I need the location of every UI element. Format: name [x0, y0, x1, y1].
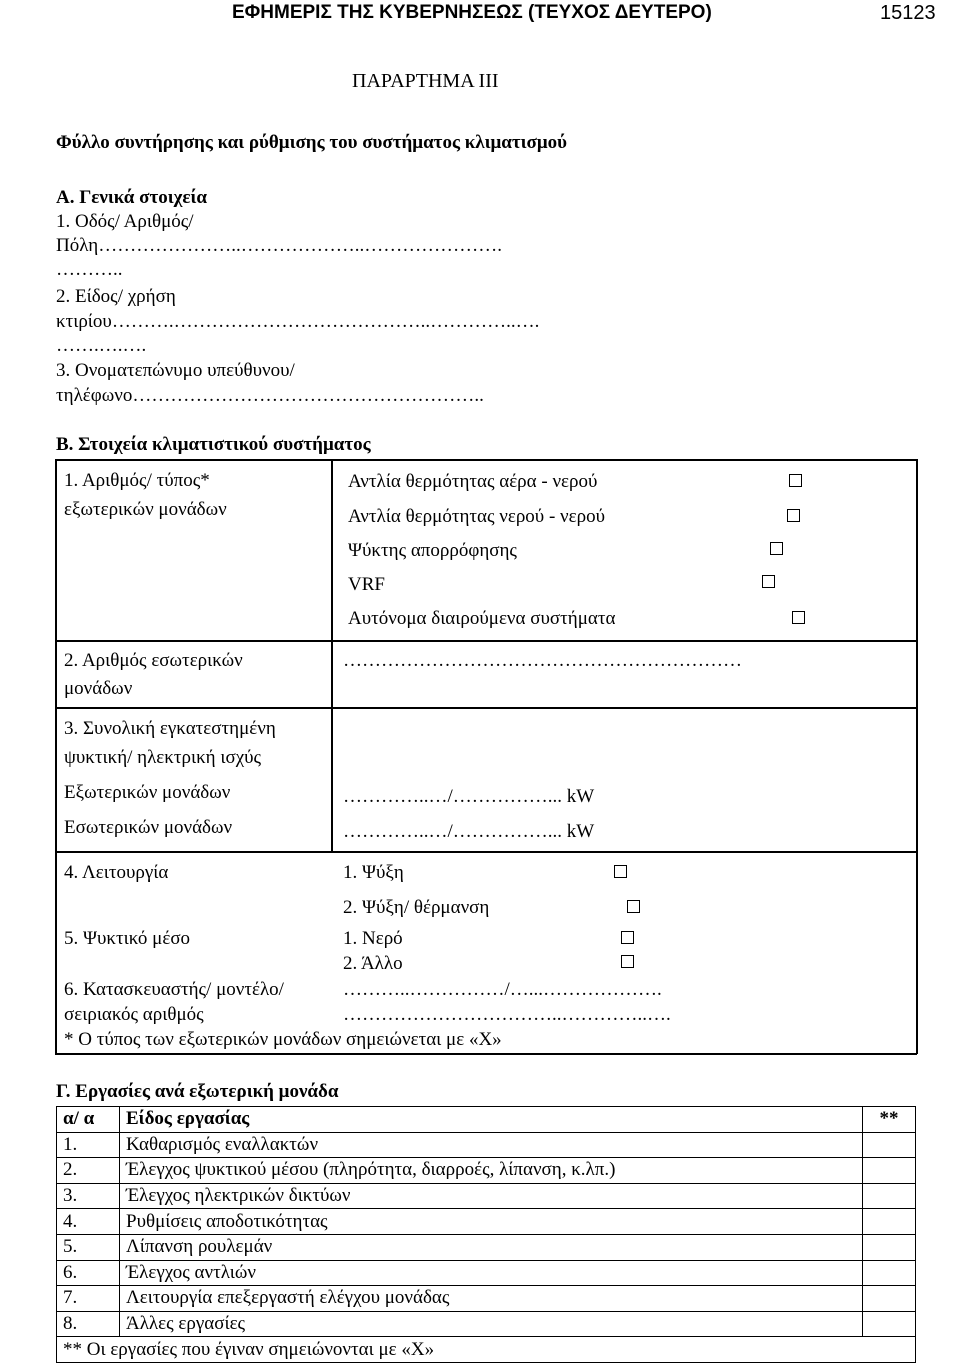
row-mark-cell[interactable] [863, 1234, 916, 1260]
refrigerant-other-checkbox[interactable] [621, 955, 634, 968]
row-number: 4. [57, 1209, 120, 1235]
row-number: 7. [57, 1286, 120, 1312]
refrigerant-label: 5. Ψυκτικό μέσο [64, 928, 191, 949]
indoor-units-label-cont: μονάδων [64, 678, 133, 699]
operation-cooling-heating: 2. Ψύξη/ θέρμανση [343, 897, 490, 918]
form-title: Φύλλο συντήρησης και ρύθμισης του συστήματος κλιματισμού [56, 132, 567, 153]
phone-field: τηλέφωνο……………………………………………….. [56, 385, 484, 406]
row-work: Έλεγχος αντλιών [120, 1260, 863, 1286]
row-mark-cell[interactable] [863, 1286, 916, 1312]
outdoor-power-label: Εξωτερικών μονάδων [64, 782, 231, 803]
indoor-power-label: Εσωτερικών μονάδων [64, 817, 233, 838]
type-absorption-chiller: Ψύκτης απορρόφησης [348, 540, 517, 561]
refrigerant-other: 2. Άλλο [343, 953, 403, 974]
annex-title: ΠΑΡΑΡΤΗΜΑ ΙΙΙ [352, 70, 499, 92]
section-c-heading: Γ. Εργασίες ανά εξωτερική μονάδα [56, 1081, 339, 1102]
outdoor-units-label: 1. Αριθμός/ τύπος* [64, 470, 210, 491]
table-row [57, 1158, 916, 1184]
indoor-units-field[interactable]: ……………………………………………………… [343, 650, 742, 671]
row-work: Άλλες εργασίες [120, 1311, 863, 1337]
row-mark-cell[interactable] [863, 1260, 916, 1286]
type-split-checkbox[interactable] [792, 611, 805, 624]
row-work: Έλεγχος ψυκτικού μέσου (πληρότητα, διαρροές, λίπανση, κ.λπ.) [120, 1158, 863, 1184]
col-work-header: Είδος εργασίας [120, 1107, 863, 1133]
table-row [57, 1234, 916, 1260]
row-work: Έλεγχος ηλεκτρικών δικτύων [120, 1183, 863, 1209]
outdoor-power-field[interactable]: …………..…/……………... kW [343, 786, 595, 807]
building-use-label: 2. Είδος/ χρήση [56, 286, 176, 307]
type-split-systems: Αυτόνομα διαιρούμενα συστήματα [348, 608, 616, 629]
installed-power-label-cont: ψυκτική/ ηλεκτρική ισχύς [64, 747, 262, 768]
works-header-row [57, 1107, 916, 1133]
city-field: Πόλη…………………..………………..…………………. [56, 235, 502, 256]
section-b-footnote: * Ο τύπος των εξωτερικών μονάδων σημειώνεται με «Χ» [64, 1029, 502, 1050]
outdoor-units-label-cont: εξωτερικών μονάδων [64, 499, 227, 520]
row-work: Λίπανση ρουλεμάν [120, 1234, 863, 1260]
manufacturer-label: 6. Κατασκευαστής/ μοντέλο/ [64, 979, 284, 1000]
row-number: 5. [57, 1234, 120, 1260]
works-footnote-row [57, 1337, 916, 1363]
type-vrf-checkbox[interactable] [762, 575, 775, 588]
indoor-power-field[interactable]: …………..…/……………... kW [343, 821, 595, 842]
col-mark-header: ** [863, 1107, 916, 1133]
section-a-heading: Α. Γενικά στοιχεία [56, 187, 208, 208]
works-table [56, 1106, 916, 1363]
row-work: Καθαρισμός εναλλακτών [120, 1132, 863, 1158]
manufacturer-field[interactable]: ………..……………/…...………………. [343, 979, 662, 1000]
street-label: 1. Οδός/ Αριθμός/ [56, 211, 194, 232]
page-number: 15123 [880, 2, 936, 24]
manufacturer-label-cont: σειριακός αριθμός [64, 1004, 204, 1025]
table-row [57, 1132, 916, 1158]
operation-label: 4. Λειτουργία [64, 862, 169, 883]
city-field-cont: ……….. [56, 259, 123, 280]
row-mark-cell[interactable] [863, 1132, 916, 1158]
responsible-label: 3. Ονοματεπώνυμο υπεύθυνου/ [56, 360, 295, 381]
type-absorption-checkbox[interactable] [770, 542, 783, 555]
operation-cooling: 1. Ψύξη [343, 862, 404, 883]
refrigerant-water: 1. Νερό [343, 928, 403, 949]
row-number: 8. [57, 1311, 120, 1337]
row-number: 6. [57, 1260, 120, 1286]
refrigerant-water-checkbox[interactable] [621, 931, 634, 944]
installed-power-label: 3. Συνολική εγκατεστημένη [64, 718, 276, 739]
type-air-water-heat-pump: Αντλία θερμότητας αέρα - νερού [348, 471, 598, 492]
operation-cooling-heating-checkbox[interactable] [627, 900, 640, 913]
table-row [57, 1260, 916, 1286]
section-c-footnote: ** Οι εργασίες που έγιναν σημειώνονται με «Χ» [57, 1337, 916, 1363]
type-water-water-checkbox[interactable] [787, 509, 800, 522]
table-row [57, 1209, 916, 1235]
row-number: 3. [57, 1183, 120, 1209]
table-row [57, 1286, 916, 1312]
row-mark-cell[interactable] [863, 1158, 916, 1184]
table-row [57, 1183, 916, 1209]
row-number: 2. [57, 1158, 120, 1184]
serial-number-field[interactable]: ……………………………..…………..…. [343, 1004, 671, 1025]
row-mark-cell[interactable] [863, 1183, 916, 1209]
row-mark-cell[interactable] [863, 1311, 916, 1337]
gazette-title: ΕΦΗΜΕΡΙΣ ΤΗΣ ΚΥΒΕΡΝΗΣΕΩΣ (ΤΕΥΧΟΣ ΔΕΥΤΕΡΟ) [232, 2, 712, 23]
type-vrf: VRF [348, 574, 385, 595]
indoor-units-label: 2. Αριθμός εσωτερικών [64, 650, 243, 671]
col-number-header: α/ α [57, 1107, 120, 1133]
row-work: Λειτουργία επεξεργαστή ελέγχου μονάδας [120, 1286, 863, 1312]
building-use-field-cont: …….….…. [56, 335, 147, 356]
table-row [57, 1311, 916, 1337]
row-work: Ρυθμίσεις αποδοτικότητας [120, 1209, 863, 1235]
type-water-water-heat-pump: Αντλία θερμότητας νερού - νερού [348, 506, 605, 527]
building-use-field: κτιρίου……….…………………………………..…………..…. [56, 311, 540, 332]
row-number: 1. [57, 1132, 120, 1158]
section-b-heading: Β. Στοιχεία κλιματιστικού συστήματος [56, 434, 371, 455]
row-mark-cell[interactable] [863, 1209, 916, 1235]
type-air-water-checkbox[interactable] [789, 474, 802, 487]
operation-cooling-checkbox[interactable] [614, 865, 627, 878]
